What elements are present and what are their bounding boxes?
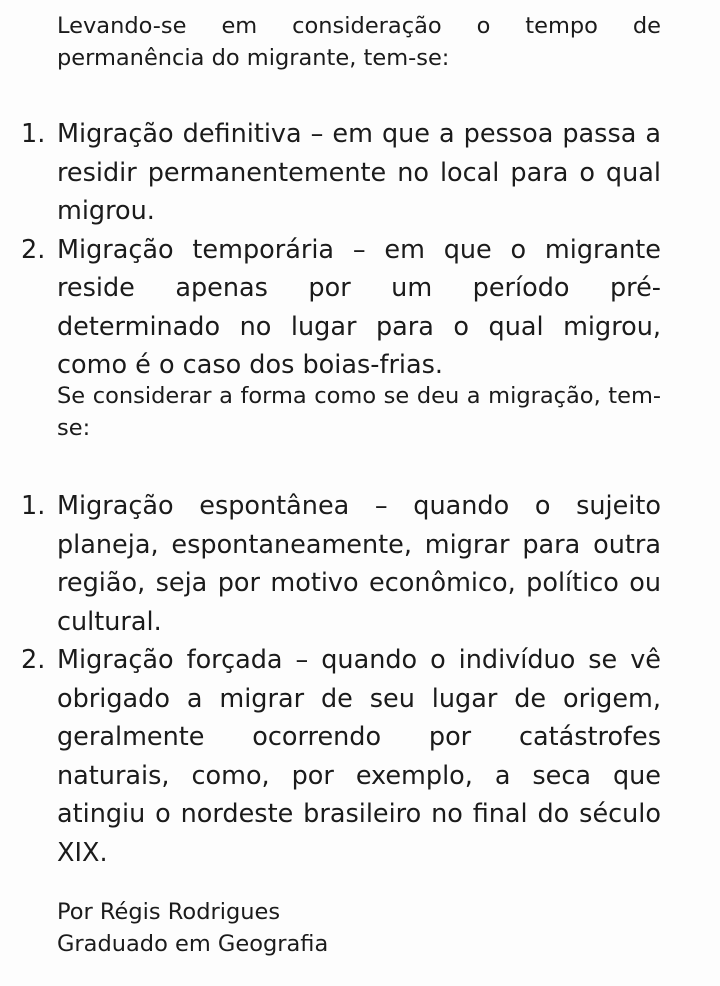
list-item xyxy=(0,641,661,872)
list-item xyxy=(0,231,661,385)
list-item-number: 1. xyxy=(21,491,46,521)
list-item xyxy=(0,115,661,231)
permanence-types-list xyxy=(0,115,720,385)
list-item xyxy=(0,487,661,641)
list-item-text: Migração espontânea – quando o sujeito planeja, espontaneamente, migrar para outra região, seja por motivo econômico, político ou cultural. xyxy=(57,491,661,637)
list-item-number: 2. xyxy=(21,234,46,265)
author-credential: Graduado em Geografia xyxy=(57,931,329,957)
intro-permanence-paragraph: Levando-se em consideração o tempo de permanência do migrante, tem-se: xyxy=(57,13,661,71)
author-byline: Por Régis Rodrigues xyxy=(57,899,281,925)
list-item-text: Migração forçada – quando o indivíduo se vê obrigado a migrar de seu lugar de origem, geralmente ocorrendo por catástrofes naturais, como, por exemplo, a seca que atingiu o nordeste brasileiro no final do século XIX. xyxy=(57,645,661,868)
list-item-number: 1. xyxy=(21,119,46,149)
list-item-text: Migração temporária – em que o migrante reside apenas por um período pré-determinado no lugar para o qual migrou, como é o caso dos boias-frias. xyxy=(57,234,661,380)
list-item-number: 2. xyxy=(21,645,46,675)
intro-form-paragraph: Se considerar a forma como se deu a migração, tem-se: xyxy=(57,383,661,441)
list-item-text: Migração definitiva – em que a pessoa passa a residir permanentemente no local para o qual migrou. xyxy=(57,119,661,226)
migration-form-list xyxy=(0,487,720,872)
